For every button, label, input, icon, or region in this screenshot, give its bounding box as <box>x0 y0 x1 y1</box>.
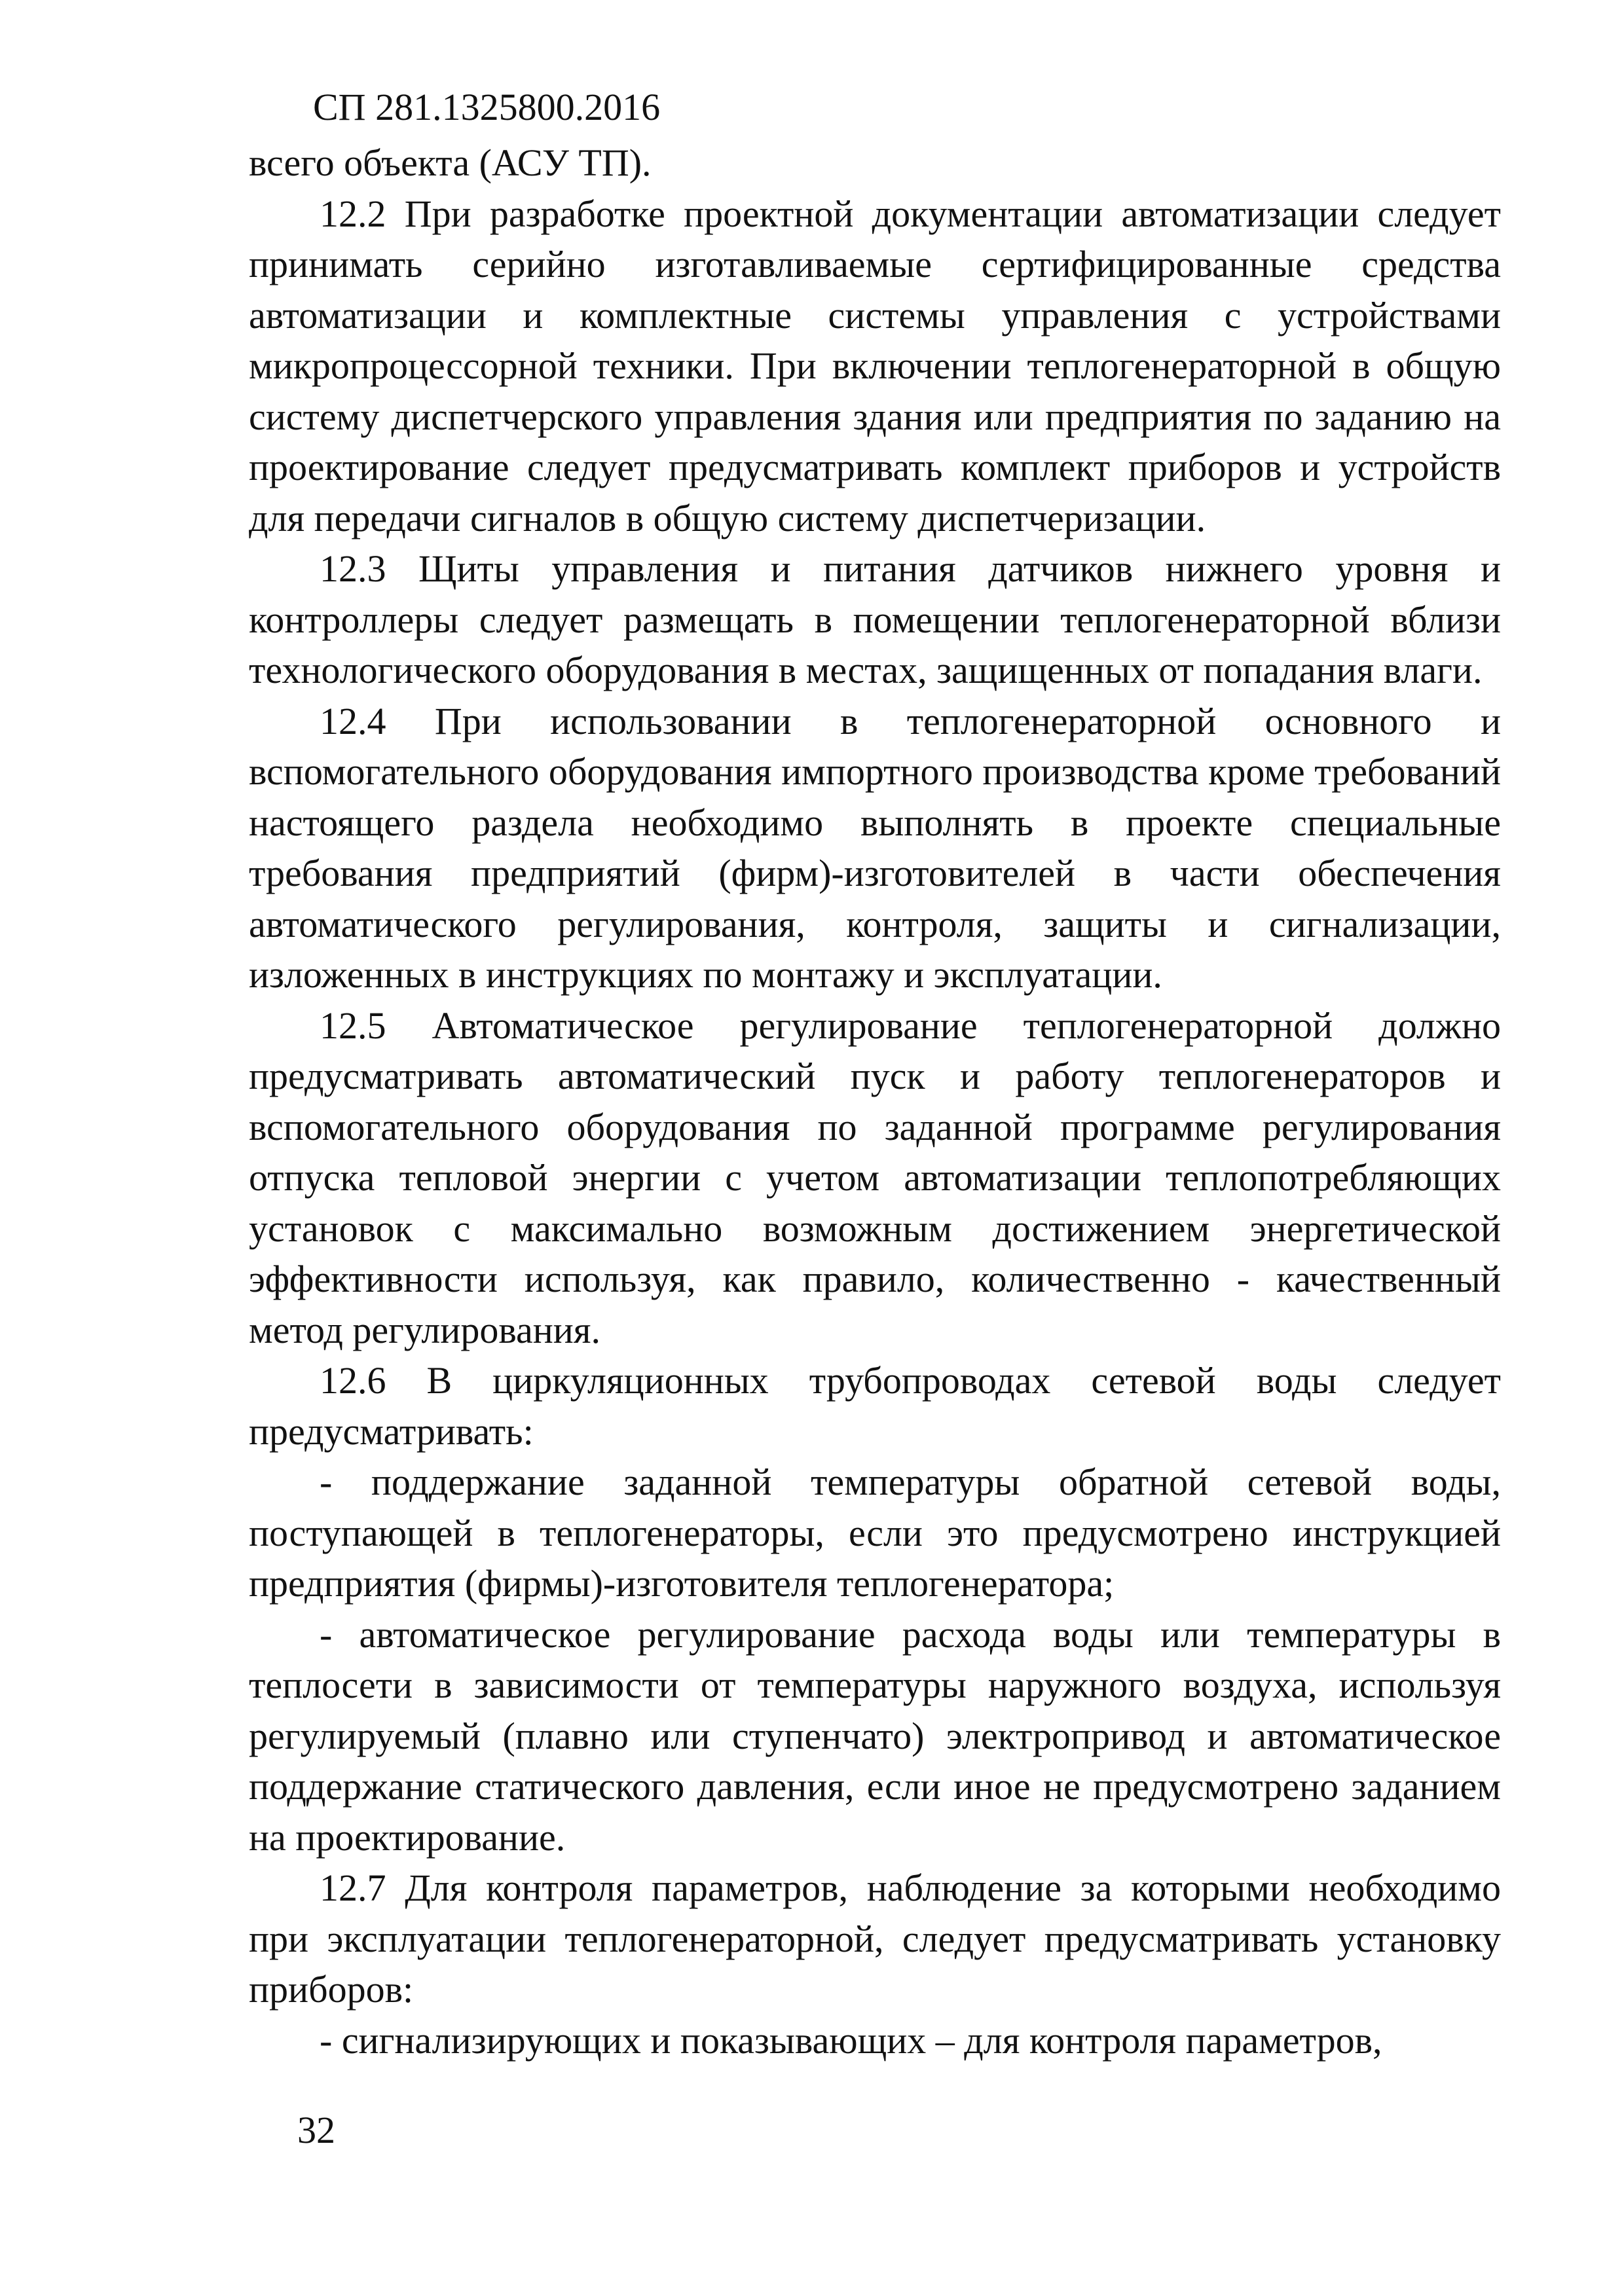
paragraph-12-3: 12.3 Щиты управления и питания датчиков нижнего уровня и контроллеры следует размещать в помещении теплогенераторной вблизи технологического оборудования в местах, защищенных от попадания влаги. <box>249 547 1501 691</box>
paragraph-12-4: 12.4 При использовании в теплогенераторной основного и вспомогательного оборудования импортного производства кроме требований настоящего раздела необходимо выполнять в проекте специальные требования предприятий (фирм)-изготовителей в части обеспечения автоматического регулирования, контроля, защиты и сигнализации, изложенных в инструкциях по монтажу и эксплуатации. <box>249 699 1501 996</box>
list-item: - поддержание заданной температуры обратной сетевой воды, поступающей в теплогенераторы, если это предусмотрено инструкцией предприятия (фирмы)-изготовителя теплогенератора; <box>249 1461 1501 1605</box>
document-code: СП 281.1325800.2016 <box>313 86 661 128</box>
paragraph-12-5: 12.5 Автоматическое регулирование теплогенераторной должно предусматривать автоматический пуск и работу теплогенераторов и вспомогательного оборудования по заданной программе регулирования отпуска тепловой энергии с учетом автоматизации теплопотребляющих установок с максимально возможным достижением энергетической эффективности используя, как правило, количественно - качественный метод регулирования. <box>249 1004 1501 1351</box>
paragraph-12-2: 12.2 При разработке проектной документации автоматизации следует принимать серийно изготавливаемые сертифицированные средства автоматизации и комплектные системы управления с устройствами микропроцессорной техники. При включении теплогенераторной в общую систему диспетчерского управления здания или предприятия по заданию на проектирование следует предусматривать комплект приборов и устройств для передачи сигналов в общую систему диспетчеризации. <box>249 192 1501 539</box>
page-number: 32 <box>297 2109 335 2151</box>
paragraph-12-7: 12.7 Для контроля параметров, наблюдение за которыми необходимо при эксплуатации теплогенераторной, следует предусматривать установку приборов: <box>249 1867 1501 2011</box>
list-item: - сигнализирующих и показывающих – для контроля параметров, <box>320 2018 1382 2062</box>
document-body <box>249 137 1501 2066</box>
paragraph-12-6: 12.6 В циркуляционных трубопроводах сетевой воды следует предусматривать: <box>249 1359 1501 1453</box>
paragraph-continuation: всего объекта (АСУ ТП). <box>249 141 652 184</box>
list-item: - автоматическое регулирование расхода воды или температуры в теплосети в зависимости от температуры наружного воздуха, используя регулируемый (плавно или ступенчато) электропривод и автоматическое поддержание статического давления, если иное не предусмотрено заданием на проектирование. <box>249 1613 1501 1859</box>
